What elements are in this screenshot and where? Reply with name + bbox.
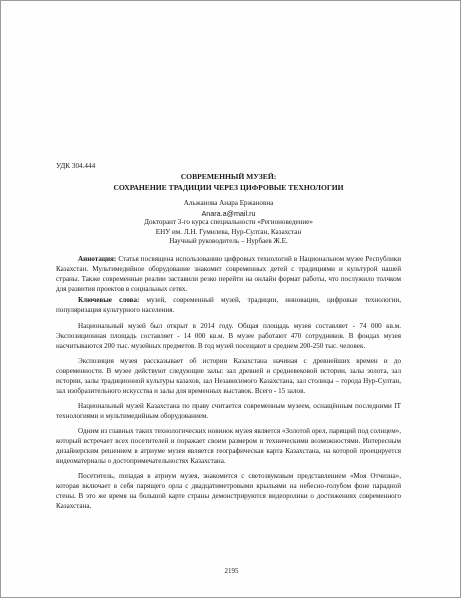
abstract bbox=[56, 254, 401, 294]
article-content bbox=[56, 161, 401, 511]
body-paragraph: Национальный музей был открыт в 2014 году. Общая площадь музея составляет - 74 000 кв.м. Экспозиционная площадь составляет - 14 000 кв.м. В музее работают 470 сотрудников. В фондах музея насчитываются 200 тыс. музейных предметов. В год музей посещают в среднем 200-250 тыс. человек. bbox=[56, 321, 401, 350]
title-line-2: СОХРАНЕНИЕ ТРАДИЦИИ ЧЕРЕЗ ЦИФРОВЫЕ ТЕХНОЛОГИИ bbox=[113, 182, 344, 192]
abstract-text: Статья посвящена использованию цифровых технологий в Национальном музее Республики Казахстан. Мультимедийное оборудование знакомит современных детей с традициями и культурой нашей страны. Также современные реалии заставили резко перейти на онлайн формат работы, что послужило толчком для развития проектов в социальных сетях. bbox=[56, 254, 401, 293]
body-paragraph: Экспозиция музея рассказывает об истории Казахстана начиная с древнейших времен и до современности. В музее действуют следующие залы: зал древней и средневековой истории, залы золота, зал истории, залы традиционной культуры казахов, зал Независимого Казахстана, зал столицы – города Нур-Султан, зал изобразительного искусства и залы для временных выставок. Всего - 15 залов. bbox=[56, 356, 401, 395]
article-title bbox=[56, 172, 401, 193]
keywords-text: музей, современный музей, традиции, инновации, цифровые технологии, популяризация культурного населения. bbox=[56, 295, 402, 314]
abstract-label: Аннотация: bbox=[78, 254, 117, 263]
author-position: Докторант 3-го курса специальности «Регионоведение» bbox=[144, 218, 313, 227]
keywords bbox=[56, 295, 401, 315]
author-university: ЕНУ им. Л.Н. Гумилева, Нур-Султан, Казахстан bbox=[155, 227, 302, 236]
udk-code: УДК 304.444 bbox=[56, 162, 96, 170]
keywords-label: Ключевые слова: bbox=[78, 295, 140, 304]
title-line-1: СОВРЕМЕННЫЙ МУЗЕЙ: bbox=[180, 172, 277, 181]
author-name: Альжанова Анара Ержановна bbox=[183, 199, 274, 207]
author-email[interactable]: Anara.a@mail.ru bbox=[201, 208, 256, 218]
body-paragraph: Посетитель, попадая в атриум музея, знакомится с светозвуковым представлением «Моя Отчизна», которая включает в себя парящего орла с двадцатиметровыми крыльями на небесно-голубом фоне парадной стены. В это же время на большой карте страны демонстрируются видеоролики о достижениях современного Казахстана. bbox=[56, 471, 401, 510]
body-paragraph: Одним из главных таких технологических новинок музея является «Золотой орел, парящий под солнцем», который встречает всех посетителей и поражает своим размером и техническими возможностями. Интересным дизайнерским решением в атриуме музея является географическая карта Казахстана, на которой проецируется видеоматериалы о достопримечательностях Казахстана. bbox=[56, 426, 401, 465]
body-paragraph: Национальный музей Казахстана по праву считается современным музеем, оснащённым последними IT технологиями и мультимедийным оборудованием. bbox=[56, 401, 401, 420]
author-block bbox=[56, 199, 401, 247]
supervisor: Научный руководитель – Нурбаев Ж.Е. bbox=[169, 237, 288, 246]
page-number: 2195 bbox=[224, 567, 239, 575]
